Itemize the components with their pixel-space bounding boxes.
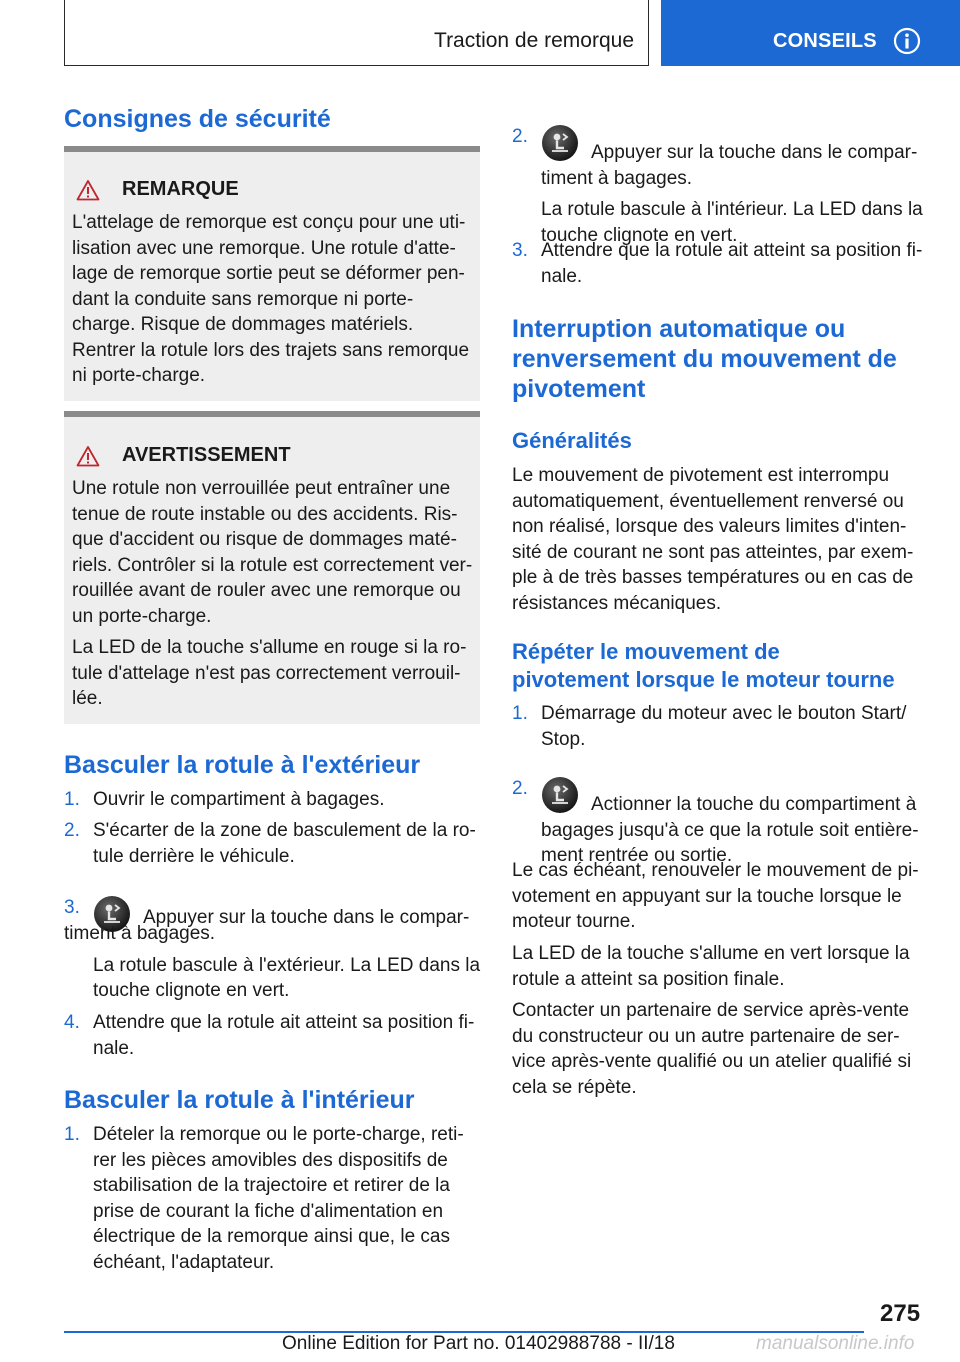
text-line: un porte-charge. [72,605,212,627]
text-line: Attendre que la rotule ait atteint sa position fi- [541,240,923,261]
notice-remarque [64,146,480,401]
section-title-exterieur: Basculer la rotule à l'extérieur [64,751,421,779]
text-line: électrique de la remorque ainsi que, le cas [93,1226,450,1247]
text-line: ni porte-charge. [72,365,206,386]
watermark: manualsonline.info [756,1333,915,1354]
text-line: tule d'attelage n'est pas correctement verrouil- [72,662,461,684]
text-line: sité de courant ne sont pas atteintes, par exem- [512,541,914,563]
text-line: Actionner la touche du compartiment à [591,794,917,815]
text-line: S'écarter de la zone de basculement de la ro- [93,820,476,841]
list-number: 2. [64,820,80,841]
text-line: ment rentrée ou sortie. [541,845,733,866]
paragraph-renouveler [512,858,928,935]
header-tab-label: CONSEILS [773,30,877,52]
title-line: renversement du mouvement de [512,345,897,373]
text-line: timent à bagages. [541,167,693,189]
list-number: 3. [64,897,80,918]
subsection-title-generalites: Généralités [512,428,632,453]
text-line: Une rotule non verrouillée peut entraîner une [72,478,451,499]
section-title-interruption [512,314,897,404]
text-line: lisation avec une remorque. Une rotule d'atte- [72,237,456,259]
paragraph-led [512,941,928,992]
paragraph-generalites [512,463,928,616]
text-line: timent à bagages. [64,923,216,944]
header-chapter-title: Traction de remorque [434,29,634,52]
text-line: touche clignote en vert. [541,224,738,246]
text-line: L'attelage de remorque est conçu pour une uti- [72,212,466,233]
notice-avertissement-heading [76,444,291,467]
list-number: 4. [64,1012,80,1033]
text-line: bagages jusqu'à ce que la rotule soit entière- [541,819,919,841]
paragraph-contacter [512,998,928,1100]
text-line: rer les pièces amovibles des dispositifs de [93,1149,448,1171]
text-line: vice après-vente qualifié ou un atelier qualifié si [512,1051,912,1072]
text-line: rouillée avant de rouler avec une remorque ou [72,580,461,601]
text-line: Le mouvement de pivotement est interrompu [512,465,890,486]
text-line: La LED de la touche s'allume en rouge si la ro- [72,637,467,658]
list-number: 1. [64,1124,80,1145]
info-icon[interactable] [893,27,921,55]
notice-remarque-label: REMARQUE [122,178,239,200]
text-line: Rentrer la rotule lors des trajets sans remorque [72,339,470,361]
text-line-with-icon [541,124,928,166]
text-line: Appuyer sur la touche dans le compar- [143,907,470,928]
text-line: Appuyer sur la touche dans le compar- [591,142,918,163]
text-line: tenue de route instable ou des accidents. Ris- [72,503,458,525]
text-line: dant la conduite sans remorque ni porte- [72,288,414,310]
text-line: votement en appuyant sur la touche lorsque le [512,885,902,907]
notice-avertissement-label: AVERTISSEMENT [122,444,291,466]
text-line: tule derrière le véhicule. [93,845,295,867]
list-number: 2. [512,778,528,799]
text-line: rotule a atteint sa position finale. [512,968,785,990]
text-line: que d'accident ou risque de dommages maté- [72,529,457,550]
text-line: du constructeur ou un autre partenaire de ser- [512,1025,900,1047]
text-line: prise de courant la fiche d'alimentation en [93,1200,444,1222]
section-title-interieur: Basculer la rotule à l'intérieur [64,1086,415,1114]
text-line-with-icon [541,776,928,818]
title-line: Interruption automatique ou [512,315,846,343]
text-line: touche clignote en vert. [93,980,290,1001]
list-number: 1. [64,789,80,810]
header-tab-conseils[interactable] [661,0,960,66]
text-line: La LED de la touche s'allume en vert lorsque la [512,943,910,964]
text-line: Attendre que la rotule ait atteint sa position fi- [93,1012,475,1033]
title-line: pivotement lorsque le moteur tourne [512,667,895,692]
text-line: La rotule bascule à l'intérieur. La LED dans la [541,199,923,220]
text-line: Stop. [541,728,586,750]
text-line: ple à de très basses températures ou en cas de [512,567,914,588]
tow-hitch-button-icon [541,124,579,162]
text-line: non réalisé, lorsque des valeurs limites d'inten- [512,516,907,537]
notice-avertissement [64,411,480,724]
list-number: 1. [512,703,528,724]
text-line: riels. Contrôler si la rotule est correctement ver- [72,554,473,576]
footer-edition: Online Edition for Part no. 01402988788 - II/18 [282,1333,675,1354]
title-line: pivotement [512,375,646,403]
warning-triangle-icon [76,179,100,201]
text-line: Ouvrir le compartiment à bagages. [93,789,385,810]
section-title-consignes: Consignes de sécurité [64,105,331,133]
subsection-title-repeter [512,638,895,694]
text-line: Dételer la remorque ou le porte-charge, reti- [93,1124,464,1145]
tow-hitch-button-icon [541,776,579,814]
text-line: stabilisation de la trajectoire et retirer de la [93,1175,450,1196]
text-line: lée. [72,688,103,709]
notice-remarque-heading [76,178,239,201]
warning-triangle-icon [76,445,100,467]
text-line: Contacter un partenaire de service après-vente [512,1000,910,1021]
text-line: lage de remorque sortie peut se déformer pen- [72,263,465,284]
text-line: échéant, l'adaptateur. [93,1251,275,1273]
notice-avertissement-text [72,476,476,712]
header-frame [64,0,649,66]
text-line: automatiquement, éventuellement renversé ou [512,490,904,512]
text-line: nale. [541,265,583,287]
list-number: 2. [512,126,528,147]
text-line: moteur tourne. [512,911,636,932]
text-line: cela se répète. [512,1076,637,1098]
title-line: Répéter le mouvement de [512,639,780,664]
notice-remarque-text [72,210,476,389]
text-line: Démarrage du moteur avec le bouton Start/ [541,703,907,724]
text-line: résistances mécaniques. [512,592,722,614]
text-line: charge. Risque de dommages matériels. [72,314,414,335]
list-number: 3. [512,240,528,261]
text-line: La rotule bascule à l'extérieur. La LED dans la [93,954,481,976]
page-number: 275 [880,1300,921,1327]
text-line: nale. [93,1037,135,1059]
text-line: Le cas échéant, renouveler le mouvement de pi- [512,860,919,881]
